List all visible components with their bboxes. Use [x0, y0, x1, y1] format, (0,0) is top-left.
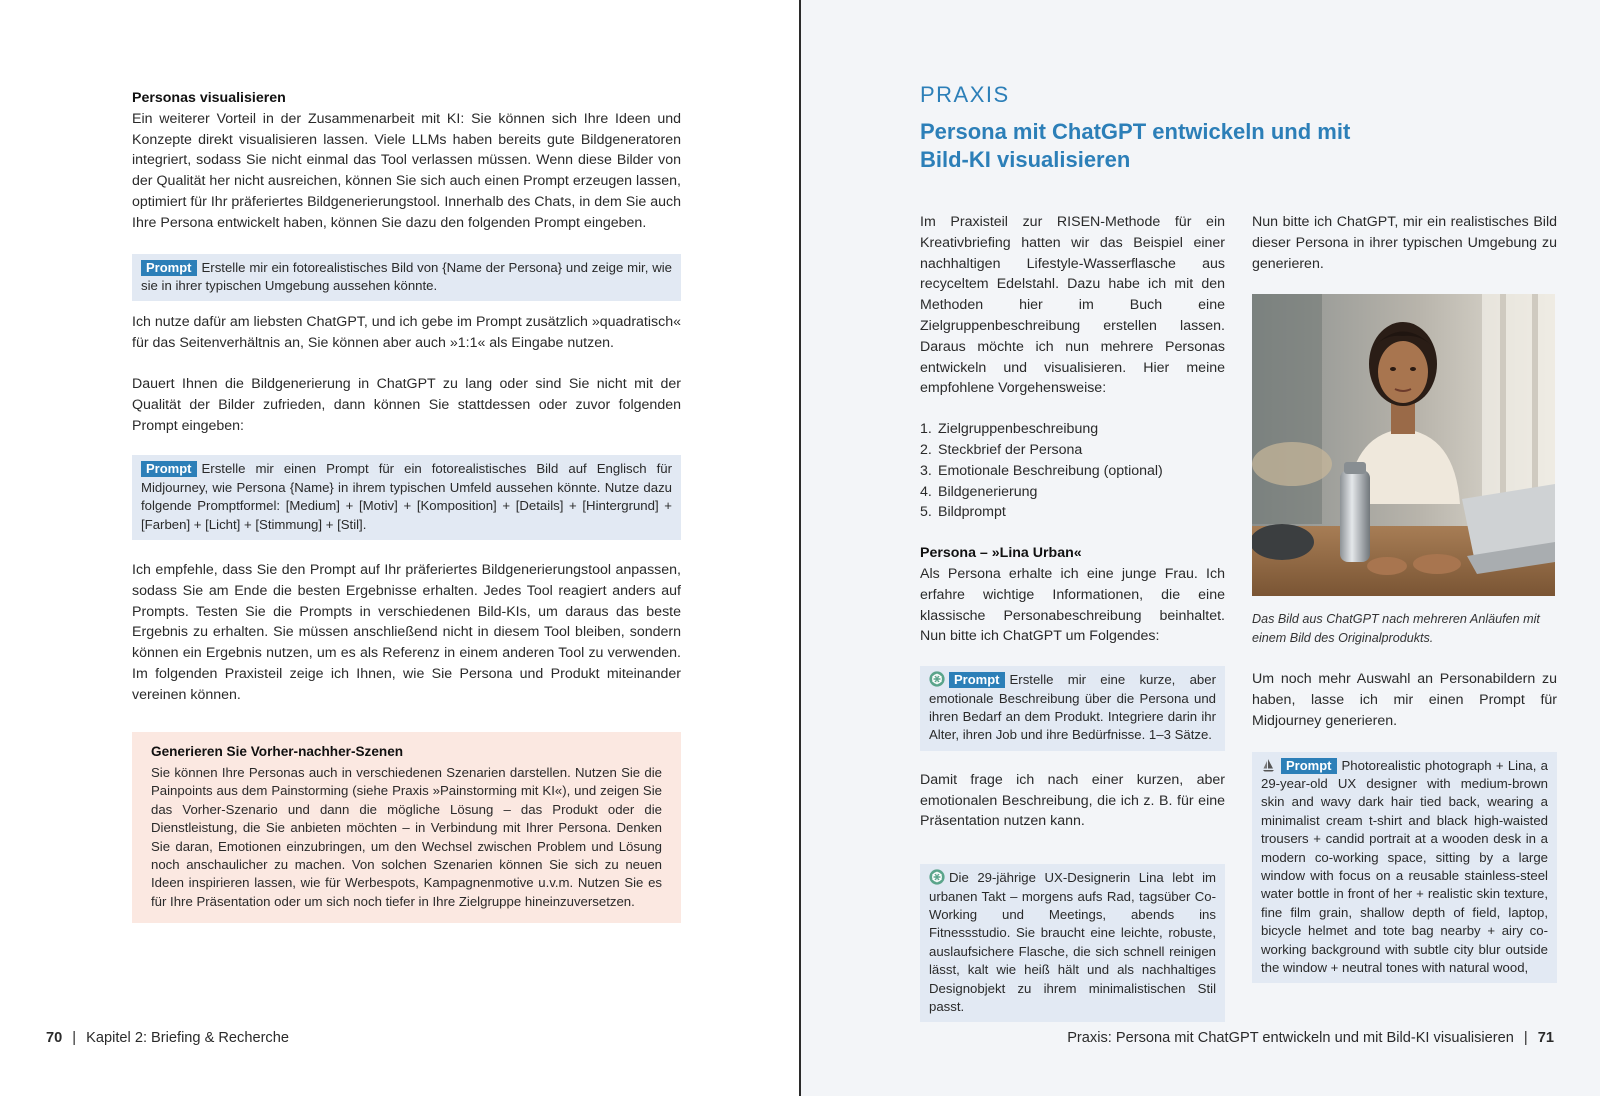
persona-text: Als Persona erhalte ich eine junge Frau. Ich erfahre wichtige Informationen, die eine klassische Personabeschreibung beinhaltet. Nun bitte ich ChatGPT um Folgendes: [920, 565, 1225, 645]
prompt-text: Photorealistic photograph + Lina, a 29-year-old UX designer with medium-brown skin and wavy dark hair tied back, wearing a minimalist cream t-shirt and black high-waisted trousers + candid portrait at a wooden desk in a modern co-working space, sitting by a large window with focus on a reusable stainless-steel water bottle in front of her + realistic skin texture, fine film grain, shallow depth of field, laptop, bicycle helmet and tote bag nearby + airy co-working background with subtle city blur outside the window + neutral tones with natural wood, [1261, 757, 1548, 976]
paragraph-2: Ich nutze dafür am liebsten ChatGPT, und ich gebe im Prompt zusätzlich »quadratisch« für das Seitenverhältnis an, Sie können aber auch »1:1« als Eingabe nutzen. [132, 314, 681, 352]
answer-text: Die 29-jährige UX-Designerin Lina lebt im urbanen Takt – morgens aufs Rad, tagsüber Co-Working und Meetings, abends ins Fitnessstudio. Sie braucht eine leichte, robuste, auslaufsichere Flasche, die sich schnell reinigen lässt, kalt wie heiß hält und als nachhaltiges Designobjekt zu ihrem minimalistischen Stil passt. [929, 870, 1216, 1014]
prompt-box-3 [920, 666, 1225, 751]
midjourney-icon [1261, 757, 1277, 773]
page-number: 71 [1537, 1030, 1554, 1046]
paragraph-3: Dauert Ihnen die Bildgenerierung in ChatGPT zu lang oder sind Sie nicht mit der Qualität der Bilder zufrieden, dann können Sie stattdessen oder zuvor folgenden Prompt eingeben: [132, 375, 681, 434]
paragraph-1: Ein weiterer Vorteil in der Zusammenarbeit mit KI: Sie können sich Ihre Ideen und Konzepte direkt visualisieren lassen. Viele LLMs haben bereits gute Bildgeneratoren integriert, sodass Sie nicht einmal das Tool verlassen müssen. Wenn diese Bilder von der Qualität her nicht ausreichen, können Sie sich auch einen Prompt erzeugen lassen, optimiert für Ihr präferiertes Bildgenerierungstool. Innerhalb des Chats, in dem Sie auch Ihre Persona entwickelt haben, können Sie dazu den folgenden Prompt eingeben. [132, 110, 681, 231]
list-item: 1. Zielgruppenbeschreibung [920, 421, 1099, 438]
right-column-1 [920, 212, 1225, 1022]
persona-heading: Persona – »Lina Urban« [920, 545, 1082, 562]
tip-title: Generieren Sie Vorher-nachher-Szenen [151, 743, 404, 759]
paragraph-4: Ich empfehle, dass Sie den Prompt auf Ihr präferiertes Bildgenerierungstool anpassen, sodass Sie am Ende die besten Ergebnisse erhalten. Jedes Tool reagiert anders auf Prompts. Testen Sie die Prompts in verschiedenen Bild-KIs, um daraus das beste Ergebnis zu erhalten. Sie müssen anschließend nicht in diesem Tool bleiben, sondern können ein Ergebnis nutzen, um es als Referenz in einem anderen Tool zu verwenden. Im folgenden Praxisteil zeige ich Ihnen, wie Sie Persona und Produkt miteinander vereinen können. [132, 562, 681, 703]
prompt-text: Erstelle mir eine kurze, aber emotionale Beschreibung über die Persona und ihren Bedarf an dem Produkt. Integriere darin ihr Alter, ihren Job und ihre Bedürfnisse. 1–3 Sätze. [929, 672, 1216, 743]
right-footer [1067, 1030, 1554, 1046]
photo-caption: Das Bild aus ChatGPT nach mehreren Anläufen mit einem Bild des Originalprodukts. [1252, 612, 1540, 645]
right-column-2 [1252, 212, 1557, 983]
left-footer [46, 1030, 289, 1046]
footer-separator: | [72, 1030, 77, 1046]
prompt-box-1 [132, 254, 681, 302]
list-item: 2. Steckbrief der Persona [920, 441, 1083, 458]
chapter-title: Kapitel 2: Briefing & Recherche [86, 1030, 289, 1046]
chatgpt-icon [929, 869, 945, 885]
answer-box [920, 864, 1225, 1022]
steps-list [920, 419, 1225, 523]
prompt-tag: Prompt [949, 672, 1005, 688]
prompt-text: Erstelle mir ein fotorealistisches Bild von {Name der Persona} und zeige mir, wie sie in ihrer typischen Umgebung aussehen könnte. [141, 259, 672, 293]
list-item: 3. Emotionale Beschreibung (optional) [920, 462, 1163, 479]
intro-paragraph: Im Praxisteil zur RISEN-Methode für ein Kreativbriefing hatten wir das Beispiel einer nachhaltigen Lifestyle-Wasserflasche aus recyceltem Edelstahl. Dazu habe ich mit den Methoden hier im Buch eine Zielgruppenbeschreibung erstellen lassen. Daraus möchte ich nun mehrere Personas entwickeln und visualisieren. Hier meine empfohlene Vorgehensweise: [920, 214, 1225, 397]
list-item: 5. Bildprompt [920, 504, 1006, 521]
prompt-text: Erstelle mir einen Prompt für ein fotorealistisches Bild auf Englisch für Midjourney, wie Persona {Name} in ihrem typischen Umfeld aussehen könnte. Nutze dazu folgende Promptformel: [Medium] + [Motiv] + [Komposition] + [Details] + [Hintergrund] + [Farben] + [Licht] + [Stimmung] + [Stil]. [141, 461, 672, 532]
praxis-label: PRAXIS [920, 82, 1010, 107]
section-title: Personas visualisieren [132, 90, 286, 106]
praxis-title: Persona mit ChatGPT entwickeln und mit Bild-KI visualisieren [920, 119, 1351, 172]
prompt-tag: Prompt [1281, 758, 1337, 774]
tip-text: Sie können Ihre Personas auch in verschiedenen Szenarien darstellen. Nutzen Sie die Painpoints aus dem Painstorming (siehe Praxis »Painstorming mit KI«), und zeigen Sie das Vorher-Szenario und dann die mögliche Lösung – das Produkt oder die Dienstleistung, die Sie anbieten möchten – in Verbindung mit Ihrer Persona. Denken Sie daran, Emotionen einzubringen, um den Wechsel zwischen Problem und Lösung noch anschaulicher zu machen. Von solchen Szenarien können Sie sich zu neuen Ideen inspirieren lassen, wie für Werbespots, Kampagnenmotive u.v.m. Nutzen Sie es für Ihre Präsentation oder um sich noch tiefer in Ihre Zielgruppe hineinzuversetzen. [151, 764, 662, 909]
persona-photo [1252, 294, 1555, 596]
page-number: 70 [46, 1030, 63, 1046]
chatgpt-icon [929, 671, 945, 687]
more-paragraph: Um noch mehr Auswahl an Personabildern zu haben, lasse ich mir einen Prompt für Midjourney generieren. [1252, 671, 1557, 729]
footer-separator: | [1523, 1030, 1528, 1046]
footer-title: Praxis: Persona mit ChatGPT entwickeln und mit Bild-KI visualisieren [1067, 1030, 1514, 1046]
prompt-tag: Prompt [141, 260, 197, 276]
tip-box [132, 732, 681, 924]
left-page [0, 0, 799, 1096]
prompt-box-4 [1252, 752, 1557, 984]
column2-intro: Nun bitte ich ChatGPT, mir ein realistisches Bild dieser Persona in ihrer typischen Umgebung zu generieren. [1252, 214, 1557, 272]
list-item: 4. Bildgenerierung [920, 483, 1038, 500]
right-page [801, 0, 1600, 1096]
prompt-tag: Prompt [141, 461, 197, 477]
prompt-box-2 [132, 455, 681, 540]
left-content [132, 88, 681, 923]
followup-paragraph: Damit frage ich nach einer kurzen, aber emotionalen Beschreibung, die ich z. B. für eine Präsentation nutzen kann. [920, 771, 1225, 830]
